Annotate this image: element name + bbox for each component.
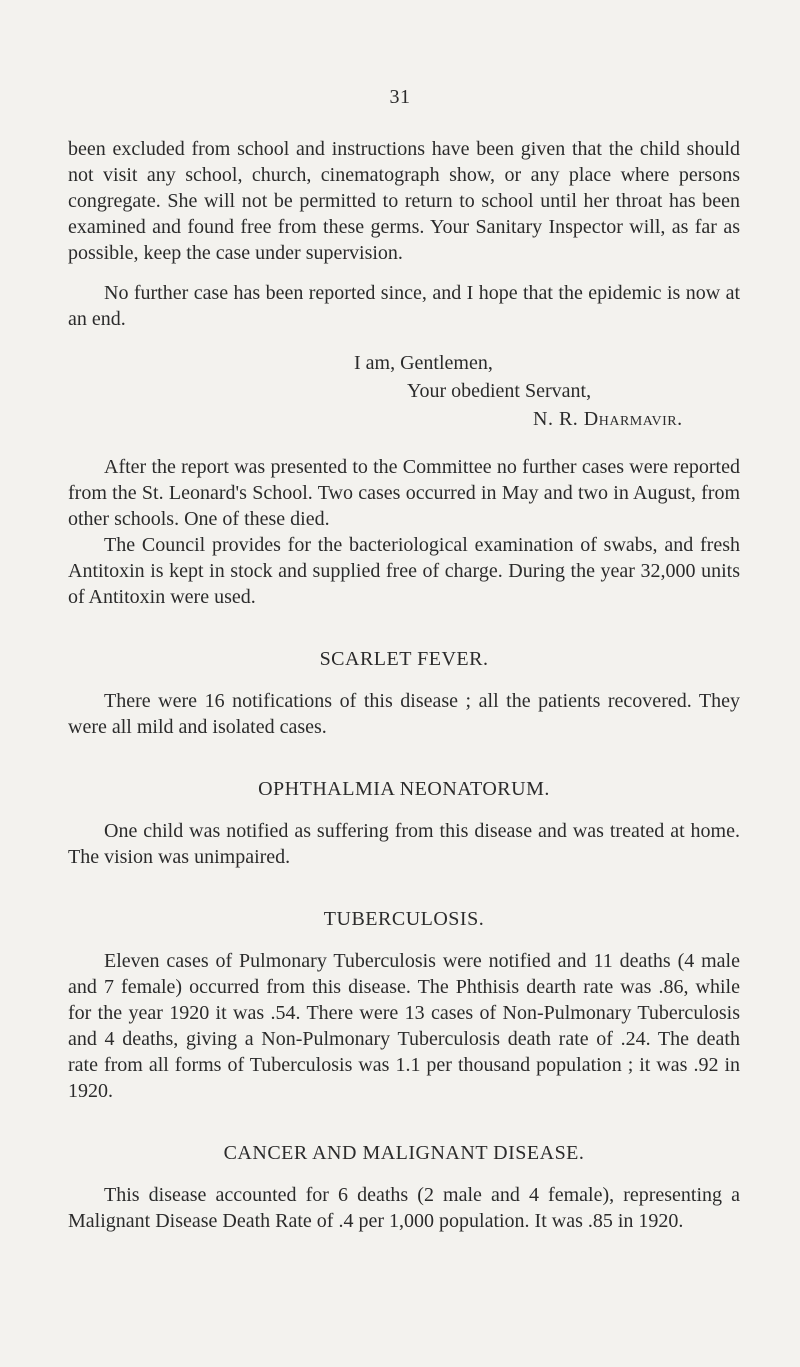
paragraph-tuberculosis: Eleven cases of Pulmonary Tuberculosis were notified and 11 deaths (4 male and 7 female) occurred from this disease. The Phthisis dearth rate was .86, while for the year 1920 it was .54. There were 13 cases of Non-Pulmonary Tuberculosis and 4 deaths, giving a Non-Pulmonary Tuberculosis death rate of .24. The death rate from all forms of Tuberculosis was 1.1 per thousand population ; it was .92 in 1920. (68, 950, 740, 1102)
paragraph-scarlet-fever: There were 16 notifications of this disease ; all the patients recovered. They were all mild and isolated cases. (68, 690, 740, 738)
heading-ophthalmia-neonatorum: OPHTHALMIA NEONATORUM. (258, 778, 550, 800)
paragraph-cancer: This disease accounted for 6 deaths (2 male and 4 female), representing a Malignant Disease Death Rate of .4 per 1,000 population. It was .85 in 1920. (68, 1184, 740, 1232)
document-body (68, 136, 740, 1234)
heading-cancer: CANCER AND MALIGNANT DISEASE. (223, 1142, 585, 1164)
paragraph-antitoxin: The Council provides for the bacteriological examination of swabs, and fresh Antitoxin is kept in stock and supplied free of charge. During the year 32,000 units of Antitoxin were used. (68, 534, 740, 608)
letter-signoff (68, 350, 740, 432)
signoff-signature: N. R. Dharmavir. (533, 408, 683, 430)
signoff-closing: Your obedient Servant, (407, 380, 592, 402)
paragraph-epidemic-end: No further case has been reported since, and I hope that the epidemic is now at an end. (68, 282, 740, 330)
heading-scarlet-fever: SCARLET FEVER. (319, 648, 489, 670)
signoff-salutation: I am, Gentlemen, (354, 352, 493, 374)
paragraph-continued: been excluded from school and instructions have been given that the child should not visit any school, church, cinematograph show, or any place where persons congregate. She will not be permitted to return to school until her throat has been examined and found free from these germs. Your Sanitary Inspector will, as far as possible, keep the case under supervision. (68, 138, 740, 264)
page-number: 31 (389, 86, 411, 108)
paragraph-report-presented: After the report was presented to the Committee no further cases were reported from the St. Leonard's School. Two cases occurred in May and two in August, from other schools. One of these died. (68, 456, 740, 530)
paragraph-ophthalmia: One child was notified as suffering from this disease and was treated at home. The vision was unimpaired. (68, 820, 740, 868)
heading-tuberculosis: TUBERCULOSIS. (323, 908, 485, 930)
